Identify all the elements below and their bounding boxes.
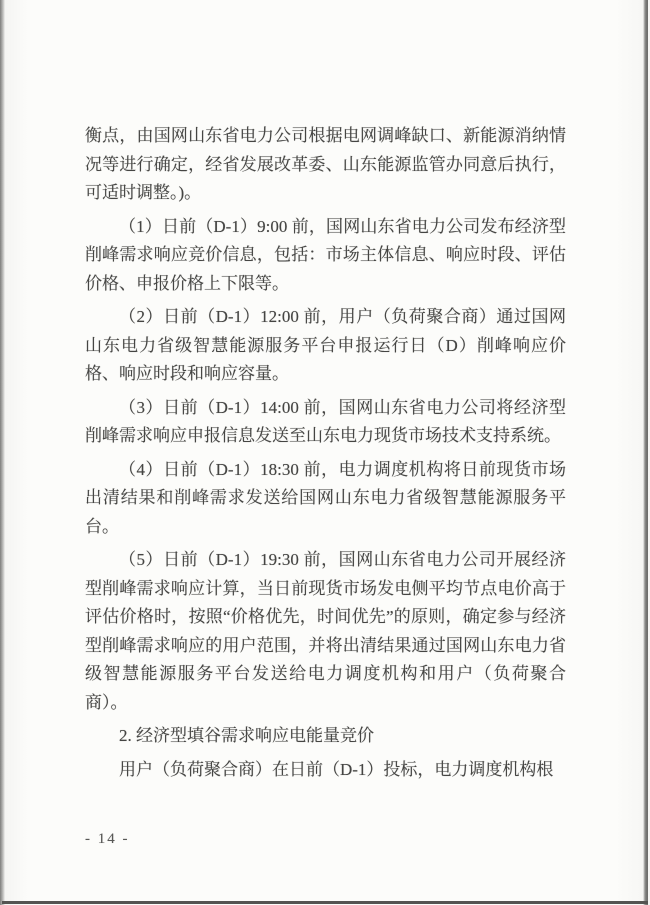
scan-edge-bottom [2,901,648,904]
paragraph-item-2: （2）日前（D-1）12:00 前，用户（负荷聚合商）通过国网山东电力省级智慧能源服务平台申报运行日（D）削峰响应价格、响应时段和响应容量。 [85,307,566,383]
paragraph-item-1: （1）日前（D-1）9:00 前，国网山东省电力公司发布经济型削峰需求响应竞价信息，包括：市场主体信息、响应时段、评估价格、申报价格上下限等。 [85,216,566,293]
page-number: - 14 - [85,831,130,847]
section-heading-2: 2. 经济型填谷需求响应电能量竞价 [119,726,374,745]
document-body-text [85,122,566,784]
scan-edge-left [0,0,5,905]
paragraph-body-last: 用户（负荷聚合商）在日前（D-1）投标，电力调度机构根 [119,759,554,779]
paragraph-item-3: （3）日前（D-1）14:00 前，国网山东省电力公司将经济型削峰需求响应申报信息发送至山东电力现货市场技术支持系统。 [85,397,566,445]
paragraph-item-5: （5）日前（D-1）19:30 前，国网山东省电力公司开展经济型削峰需求响应计算，当日前现货市场发电侧平均节点电价高于评估价格时，按照“价格优先，时间优先”的原则，确定参与经济型削峰需求响应的用户范围，并将出清结果通过国网山东电力省级智慧能源服务平台发送给电力调度机构和用户（负荷聚合商）。 [85,550,566,712]
scan-edge-right [643,0,648,905]
paragraph-item-4: （4）日前（D-1）18:30 前，电力调度机构将日前现货市场出清结果和削峰需求发送给国网山东电力省级智慧能源服务平台。 [85,459,566,536]
paragraph-continuation: 衡点，由国网山东省电力公司根据电网调峰缺口、新能源消纳情况等进行确定，经省发展改革委、山东能源监管办同意后执行，可适时调整。)。 [85,126,566,202]
